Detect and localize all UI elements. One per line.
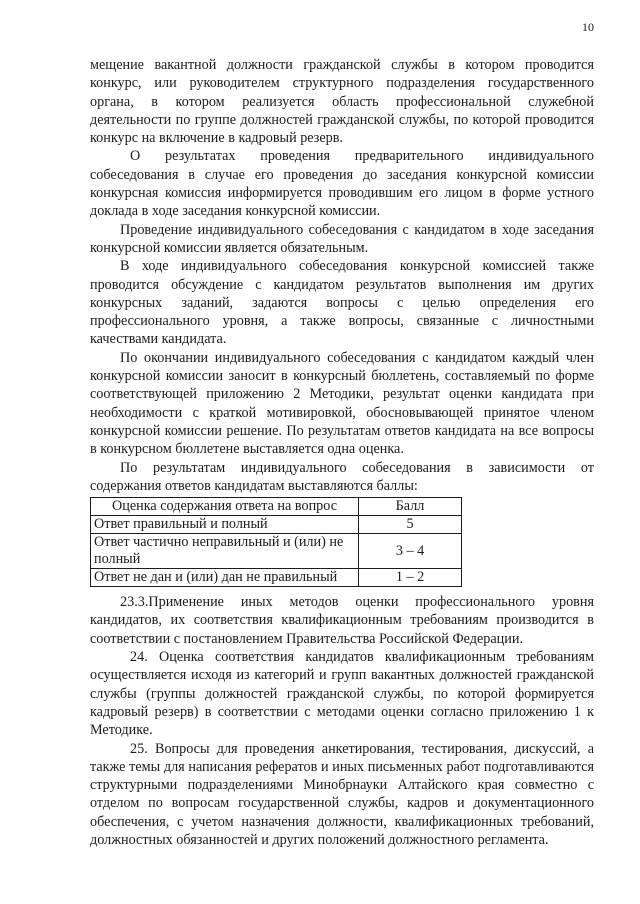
- paragraph-scores-intro: По результатам индивидуального собеседования в зависимости от содержания ответов кандидатам выставляются баллы:: [90, 459, 594, 494]
- paragraph-ballot: По окончании индивидуального собеседования с кандидатом каждый член конкурсной комиссии заносит в конкурсный бюллетень, составляемый по форме соответствующей приложению 2 Методики, результат оценки кандидата при необходимости с краткой мотивировкой, обосновывающей принятое членом конкурсной комиссии решение. По результатам ответов кандидата на все вопросы в конкурсном бюллетене выставляется одна оценка.: [90, 349, 594, 458]
- table-row: [91, 534, 462, 569]
- paragraph-continuation: мещение вакантной должности гражданской службы в котором проводится конкурс, или руководителем структурного подразделения государственного органа, в котором реализуется область профессиональной служебной деятельности по группе должностей гражданской службы, по которой проводится конкурс на включение в кадровый резерв.: [90, 57, 594, 147]
- document-body: [90, 56, 594, 849]
- table-cell-answer: Ответ не дан и (или) дан не правильный: [91, 569, 359, 587]
- page-number: 10: [582, 20, 594, 34]
- score-table-header-row: [91, 498, 462, 516]
- score-table-header-question: Оценка содержания ответа на вопрос: [91, 498, 359, 516]
- table-cell-answer: Ответ частично неправильный и (или) не полный: [91, 534, 359, 569]
- table-cell-answer: Ответ правильный и полный: [91, 516, 359, 534]
- table-cell-score: 1 – 2: [359, 569, 462, 587]
- table-row: [91, 516, 462, 534]
- paragraph-item-25: 25. Вопросы для проведения анкетирования, тестирования, дискуссий, а также темы для написания рефератов и иных письменных работ подготавливаются структурными подразделениями Минобрнауки Алтайского края совместно с отделом по вопросам государственной службы, кадров и документационного обеспечения, с учетом назначения должности, квалификационных требований, должностных обязанностей и других положений должностного регламента.: [90, 740, 594, 848]
- paragraph-interview-discussion: В ходе индивидуального собеседования конкурсной комиссией также проводится обсуждение с кандидатом результатов выполнения им других конкурсных заданий, задаются вопросы с целью определения его профессионального уровня, а также вопросы, связанные с личностными качествами кандидата.: [90, 258, 594, 348]
- paragraph-preliminary-interview: О результатах проведения предварительного индивидуального собеседования в случае его проведения до заседания конкурсной комиссии конкурсная комиссия информируется проводившим его лицом в форме устного доклада в ходе заседания конкурсной комиссии.: [90, 148, 594, 220]
- paragraph-item-23-3: 23.3.Применение иных методов оценки профессионального уровня кандидатов, их соответствия квалификационным требованиям производится в соответствии с постановлением Правительства Российской Федерации.: [90, 594, 594, 647]
- table-row: [91, 569, 462, 587]
- table-cell-score: 3 – 4: [359, 534, 462, 569]
- paragraph-interview-mandatory: Проведение индивидуального собеседования с кандидатом в ходе заседания конкурсной комиссии является обязательным.: [90, 221, 594, 256]
- table-cell-score: 5: [359, 516, 462, 534]
- score-table: [90, 497, 462, 587]
- score-table-header-score: Балл: [359, 498, 462, 516]
- paragraph-item-24: 24. Оценка соответствия кандидатов квалификационным требованиям осуществляется исходя из категорий и групп вакантных должностей гражданской службы (группы должностей гражданской службы, по которой формируется кадровый резерв) в соответствии с методами оценки согласно приложению 1 к Методике.: [90, 649, 594, 739]
